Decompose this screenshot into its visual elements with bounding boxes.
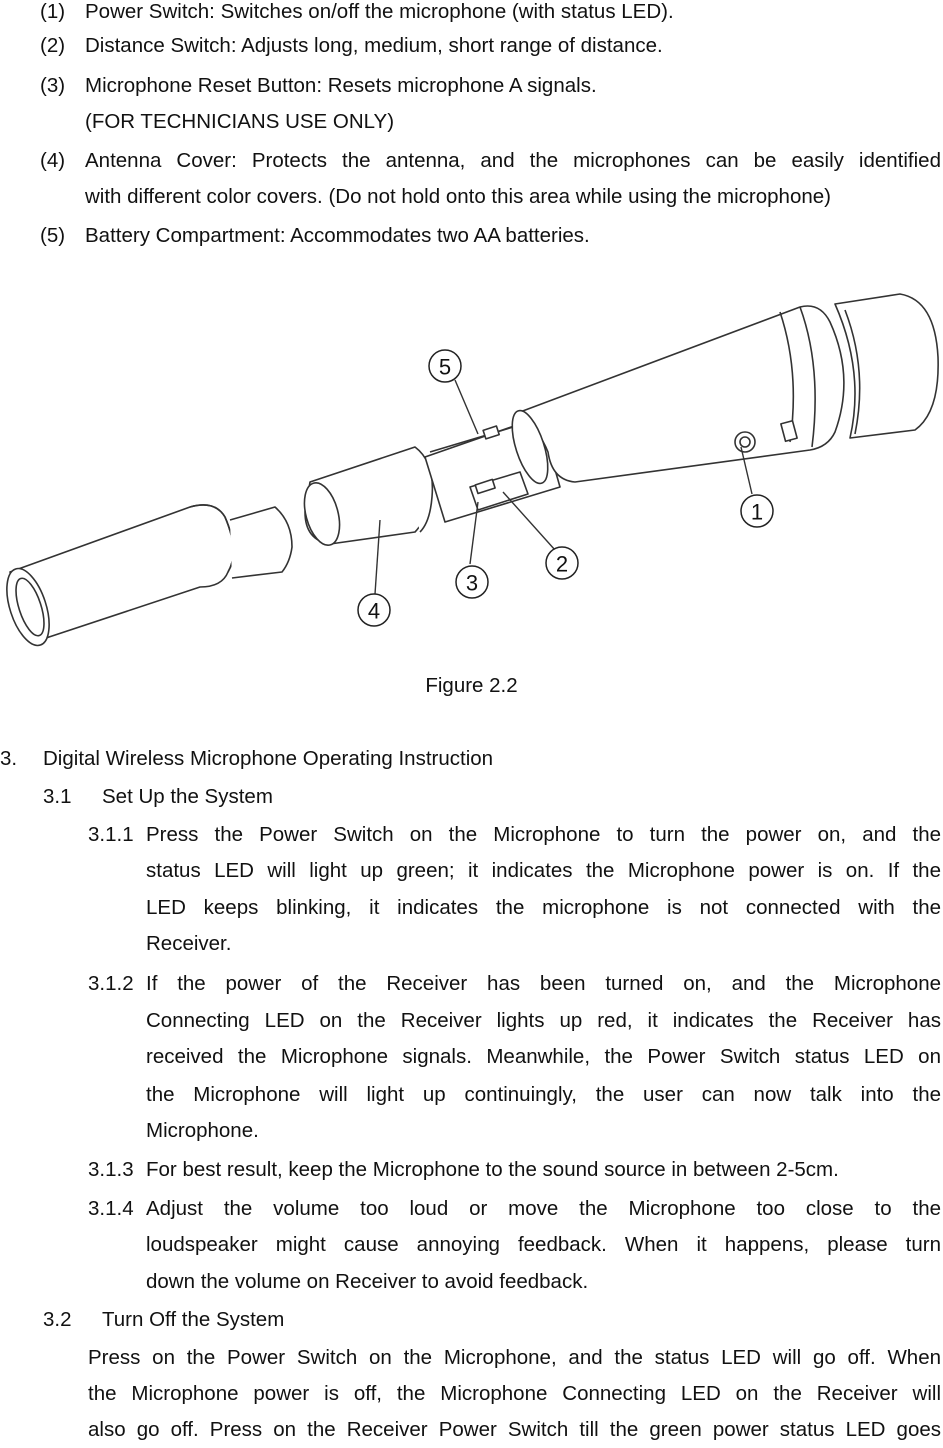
item-text: status LED will light up green; it indicates the Microphone power is on. If the — [146, 859, 941, 882]
list-number: (4) — [40, 149, 66, 172]
item-number: 3.1.2 — [88, 972, 134, 995]
item-text: the Microphone will light up continuingly, the user can now talk into the — [146, 1083, 941, 1106]
callout-5-label: 5 — [438, 354, 452, 380]
item-text: Connecting LED on the Receiver lights up red, it indicates the Receiver has — [146, 1009, 941, 1032]
list-number: (2) — [40, 34, 66, 57]
item-text: LED keeps blinking, it indicates the microphone is not connected with the — [146, 896, 941, 919]
list-item-text: Microphone Reset Button: Resets microphone A signals. — [85, 74, 597, 97]
grille-head-shape — [835, 294, 938, 438]
subsection-number: 3.1 — [43, 785, 72, 808]
section-number: 3. — [0, 747, 18, 770]
paragraph-text: Press on the Power Switch on the Microphone, and the status LED will go off. When — [88, 1346, 941, 1369]
item-text: down the volume on Receiver to avoid feedback. — [146, 1270, 589, 1293]
list-number: (5) — [40, 224, 66, 247]
subsection-title: Turn Off the System — [102, 1308, 285, 1331]
item-text: Receiver. — [146, 932, 232, 955]
item-text: Adjust the volume too loud or move the Microphone too close to the — [146, 1197, 941, 1220]
callout-2-label: 2 — [555, 551, 569, 577]
subsection-number: 3.2 — [43, 1308, 72, 1331]
item-text: Press the Power Switch on the Microphone to turn the power on, and the — [146, 823, 941, 846]
item-number: 3.1.1 — [88, 823, 134, 846]
list-item-text: with different color covers. (Do not hold onto this area while using the microphone) — [85, 185, 831, 208]
section-title: Digital Wireless Microphone Operating Instruction — [43, 747, 494, 770]
list-number: (3) — [40, 74, 66, 97]
item-text: If the power of the Receiver has been turned on, and the Microphone — [146, 972, 941, 995]
figure-caption: Figure 2.2 — [425, 674, 518, 697]
paragraph-text: also go off. Press on the Receiver Power Switch till the green power status LED goes — [88, 1418, 941, 1441]
list-item-text: Antenna Cover: Protects the antenna, and the microphones can be easily identified — [85, 149, 941, 172]
list-item-text: Battery Compartment: Accommodates two AA batteries. — [85, 224, 590, 247]
item-text: loudspeaker might cause annoying feedback. When it happens, please turn — [146, 1233, 941, 1256]
list-item-text: Distance Switch: Adjusts long, medium, short range of distance. — [85, 34, 663, 57]
callout-3-label: 3 — [465, 570, 479, 596]
list-item-text: Power Switch: Switches on/off the microphone (with status LED). — [85, 0, 674, 23]
subsection-title: Set Up the System — [102, 785, 273, 808]
callout-1-label: 1 — [750, 499, 764, 525]
microphone-exploded-diagram — [0, 282, 943, 652]
item-text: received the Microphone signals. Meanwhile, the Power Switch status LED on — [146, 1045, 941, 1068]
item-text: For best result, keep the Microphone to the sound source in between 2-5cm. — [146, 1158, 839, 1181]
list-number: (1) — [40, 0, 66, 23]
paragraph-text: the Microphone power is off, the Microphone Connecting LED on the Receiver will — [88, 1382, 941, 1405]
list-item-text: (FOR TECHNICIANS USE ONLY) — [85, 110, 395, 133]
microphone-body-shape — [520, 306, 844, 482]
item-number: 3.1.3 — [88, 1158, 134, 1181]
callout-4-label: 4 — [367, 598, 381, 624]
item-number: 3.1.4 — [88, 1197, 134, 1220]
item-text: Microphone. — [146, 1119, 259, 1142]
